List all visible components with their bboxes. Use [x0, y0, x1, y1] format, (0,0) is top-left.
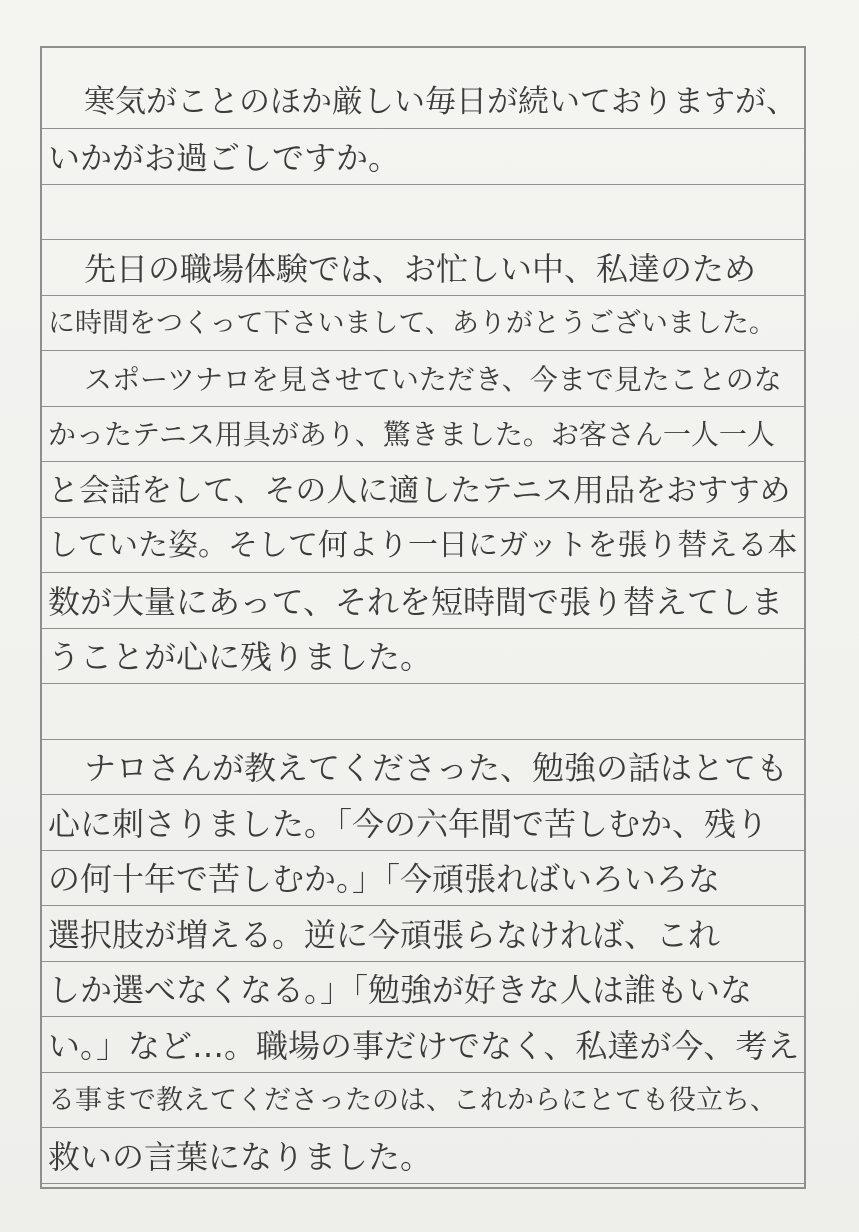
handwritten-line: の何十年で苦しむか。」「今頑張ればいろいろな	[48, 860, 721, 898]
handwritten-line: かったテニス用具があり、驚きました。お客さん一人一人	[48, 418, 775, 451]
ruled-line	[42, 184, 804, 185]
ruled-line	[42, 461, 804, 462]
handwritten-line: 寒気がことのほか厳しい毎日が続いておりますが、	[84, 84, 797, 120]
ruled-line	[42, 517, 804, 518]
ruled-line	[42, 406, 804, 407]
ruled-line	[42, 961, 804, 962]
handwritten-line: と会話をして、その人に適したテニス用品をおすすめ	[48, 472, 791, 509]
handwritten-line: 数が大量にあって、それを短時間で張り替えてしま	[48, 582, 784, 621]
handwritten-line: しか選べなくなる。」「勉強が好きな人は誰もいな	[48, 971, 753, 1009]
ruled-line	[42, 239, 804, 240]
handwritten-line: 選択肢が増える。逆に今頑張らなければ、これ	[48, 915, 721, 954]
ruled-line	[42, 1183, 804, 1184]
ruled-line	[42, 128, 804, 129]
blank-line	[48, 687, 800, 739]
handwritten-line: 心に刺さりました。「今の六年間で苦しむか、残り	[48, 804, 769, 843]
handwritten-line: ナロさんが教えてくださった、勉強の話はとても	[84, 749, 789, 787]
lined-writing-sheet	[40, 46, 806, 1189]
ruled-line	[42, 1016, 804, 1017]
handwritten-line: うことが心に残りました。	[48, 638, 433, 676]
ruled-line	[42, 739, 804, 740]
ruled-line	[42, 905, 804, 906]
handwritten-line: スポーツナロを見させていただき、今まで見たことのな	[84, 362, 782, 396]
ruled-line	[42, 1127, 804, 1128]
ruled-line	[42, 1072, 804, 1073]
handwritten-line: 救いの言葉になりました。	[48, 1137, 433, 1176]
ruled-line	[42, 572, 804, 573]
ruled-line	[42, 850, 804, 851]
handwritten-line: 先日の職場体験では、お忙しい中、私達のため	[84, 249, 757, 288]
handwritten-line: に時間をつくって下さいまして、ありがとうございました。	[48, 308, 776, 339]
handwritten-line: していた姿。そして何より一日にガットを張り替える本	[48, 528, 798, 563]
ruled-line	[42, 683, 804, 684]
ruled-line	[42, 295, 804, 296]
ruled-line	[42, 794, 804, 795]
handwritten-line: いかがお過ごしですか。	[48, 138, 401, 177]
ruled-line	[42, 350, 804, 351]
blank-line	[48, 187, 800, 239]
handwritten-line: い。」など…。職場の事だけでなく、私達が今、考え	[48, 1026, 800, 1065]
handwritten-line: る事まで教えてくださったのは、これからにとても役立ち、	[48, 1085, 777, 1116]
ruled-line	[42, 628, 804, 629]
